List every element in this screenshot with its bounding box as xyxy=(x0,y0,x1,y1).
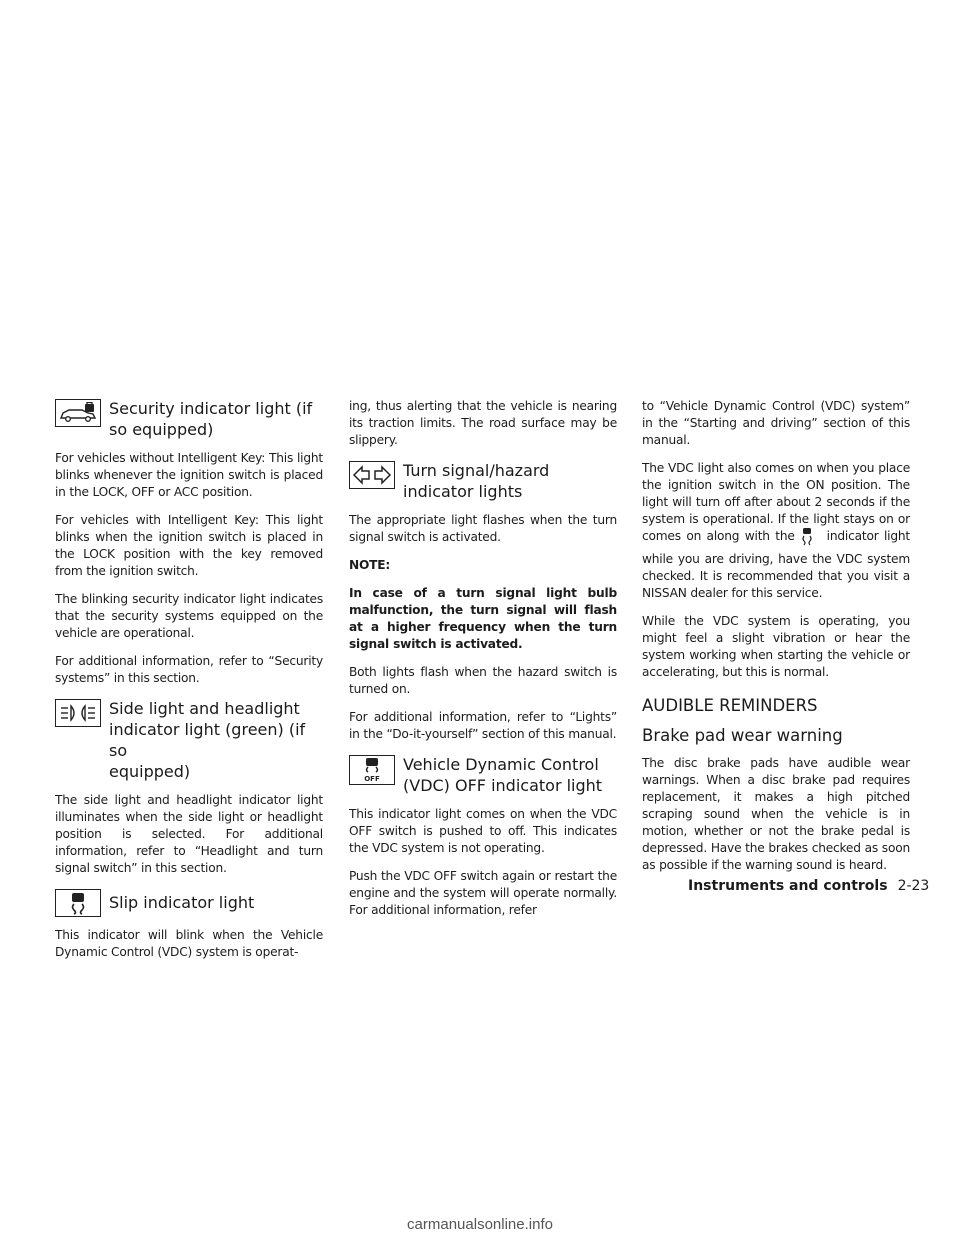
security-para-3: The blinking security indicator light indicates that the security systems equipped on the vehicle are operational. xyxy=(55,592,323,640)
page-footer xyxy=(688,878,929,894)
turn-heading xyxy=(349,460,617,502)
sidelight-title-line3: equipped) xyxy=(109,762,191,781)
watermark: carmanualsonline.info xyxy=(407,1216,553,1233)
sidelight-heading xyxy=(55,698,323,782)
slip-para-1: This indicator will blink when the Vehicle Dynamic Control (VDC) system is operat- xyxy=(55,928,323,959)
security-para-4: For additional information, refer to “Security systems” in this section. xyxy=(55,654,323,685)
brake-pad-heading: Brake pad wear warning xyxy=(642,726,843,745)
slip-inline-icon xyxy=(801,528,813,551)
vdc-off-icon xyxy=(349,755,395,785)
column-3 xyxy=(642,398,910,885)
turn-title: Turn signal/hazard xyxy=(403,461,550,480)
sidelight-para-1: The side light and headlight indicator light illuminates when the side light or headlight position is selected. For additional information, refer to “Headlight and turn signal switch” in this section. xyxy=(55,793,323,875)
audible-reminders-heading: AUDIBLE REMINDERS xyxy=(642,696,818,715)
column-2 xyxy=(349,398,617,930)
footer-section: Instruments and controls xyxy=(688,878,888,894)
sidelight-title-line2: indicator light (green) (if so xyxy=(109,720,306,760)
slip-title: Slip indicator light xyxy=(109,893,255,912)
turn-para-1: The appropriate light flashes when the turn signal switch is activated. xyxy=(349,513,617,544)
vdc-title: Vehicle Dynamic Control xyxy=(403,755,599,774)
turn-para-3: For additional information, refer to “Lights” in the “Do-it-yourself” section of this manual. xyxy=(349,710,617,741)
svg-text:OFF: OFF xyxy=(364,775,380,783)
vdc-para-2: Push the VDC OFF switch again or restart the engine and the system will operate normally. For additional information, refer xyxy=(349,869,617,917)
vdc-para-cont: to “Vehicle Dynamic Control (VDC) system” in the “Starting and driving” section of this manual. xyxy=(642,399,910,447)
security-title-line2: so equipped) xyxy=(109,420,214,439)
turn-title-line2: indicator lights xyxy=(403,482,523,501)
slip-indicator-icon xyxy=(55,889,101,917)
turn-signal-arrows-icon xyxy=(349,461,395,489)
security-title: Security indicator light (if xyxy=(109,399,313,418)
note-label: NOTE: xyxy=(349,558,391,572)
slip-heading xyxy=(55,888,323,917)
security-para-1: For vehicles without Intelligent Key: This light blinks whenever the ignition switch is placed in the LOCK, OFF or ACC position. xyxy=(55,451,323,499)
footer-page-number: 2-23 xyxy=(897,878,930,894)
security-para-2: For vehicles with Intelligent Key: This light blinks when the ignition switch is placed in the LOCK position with the key removed from the ignition switch. xyxy=(55,513,323,578)
column-1 xyxy=(55,398,323,972)
vdc-light-text-a: The VDC light also comes on when you place the ignition switch in the ON position. The light will turn off after about 2 seconds if the system is operational. If the light stays on or comes on along with the xyxy=(642,461,910,543)
vdc-title-line2: (VDC) OFF indicator light xyxy=(403,776,603,795)
note-text: In case of a turn signal light bulb malfunction, the turn signal will flash at a higher frequency when the turn signal switch is activated. xyxy=(349,586,617,651)
slip-para-cont: ing, thus alerting that the vehicle is nearing its traction limits. The road surface may be slippery. xyxy=(349,399,617,447)
sidelight-title: Side light and headlight xyxy=(109,699,300,718)
vdc-operating-para: While the VDC system is operating, you might feel a slight vibration or hear the system working when starting the vehicle or accelerating, but this is normal. xyxy=(642,614,910,679)
brake-pad-para: The disc brake pads have audible wear warnings. When a disc brake pad requires replacement, it makes a high pitched scraping sound when the vehicle is in motion, whether or not the brake pedal is depressed. Have the brakes checked as soon as possible if the warning sound is heard. xyxy=(642,756,910,872)
vdc-para-1: This indicator light comes on when the VDC OFF switch is pushed to off. This indicates the VDC system is not operating. xyxy=(349,807,617,855)
security-car-lock-icon xyxy=(55,399,101,427)
side-light-headlight-icon xyxy=(55,699,101,727)
security-heading xyxy=(55,398,323,440)
vdc-light-text-b: indicator light while you are driving, have the VDC system checked. It is recommended that you visit a NISSAN dealer for this service. xyxy=(642,529,910,600)
vdc-light-para xyxy=(642,460,910,602)
vdc-heading xyxy=(349,754,617,796)
turn-para-2: Both lights flash when the hazard switch is turned on. xyxy=(349,665,617,696)
